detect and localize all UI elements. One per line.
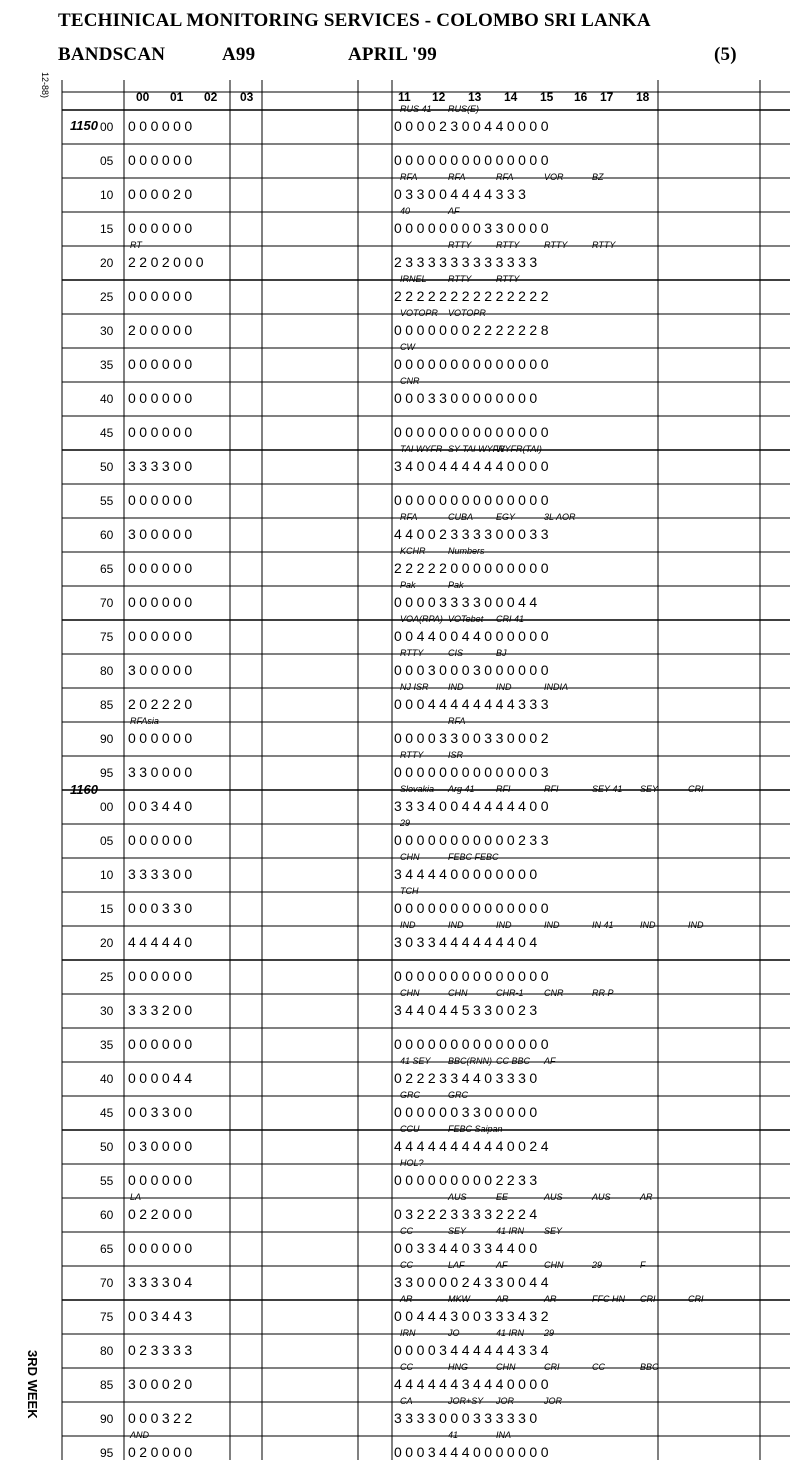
row-left-readings: 020000 [128,1444,196,1460]
station-note: SEY 41 [592,784,623,794]
row-right-readings: 44444444440024 [394,1138,553,1154]
row-right-readings: 00444300333432 [394,1308,553,1324]
station-note: GRC [448,1090,468,1100]
station-note: IND [448,682,464,692]
row-left-readings: 000000 [128,1172,196,1188]
row-right-readings: 00000000000000 [394,492,553,508]
row-right-readings: 00030003000000 [394,662,553,678]
season-code: A99 [222,44,256,65]
row-minute-label: 30 [100,324,114,338]
station-note: 41 [448,1430,459,1440]
row-minute-label: 95 [100,1446,114,1460]
station-note: AR [496,1294,509,1304]
row-minute-label: 85 [100,1378,114,1392]
row-right-readings: 2333333333333 [394,254,541,270]
row-left-readings: 000044 [128,1070,196,1086]
row-left-readings: 333200 [128,1002,196,1018]
row-left-readings: 000000 [128,594,196,610]
column-header-12: 12 [432,90,446,104]
row-left-readings: 000330 [128,900,196,916]
station-note: RTTY [496,274,520,284]
row-left-readings: 000000 [128,220,196,236]
row-minute-label: 80 [100,1344,114,1358]
station-note: 40 [400,206,411,216]
row-right-readings: 34004444440000 [394,458,553,474]
row-left-readings: 000000 [128,118,196,134]
row-right-readings: 00034440000000 [394,1444,553,1460]
row-minute-label: 55 [100,494,114,508]
row-left-readings: 300000 [128,662,196,678]
row-minute-label: 40 [100,1072,114,1086]
column-header-02: 02 [204,90,218,104]
row-left-readings: 000000 [128,288,196,304]
station-note: AF [496,1260,508,1270]
station-note: 29 [400,818,411,828]
row-minute-label: 15 [100,902,114,916]
column-header-11: 11 [398,90,411,104]
station-note: IND [544,920,560,930]
row-right-readings: 00000000000000 [394,152,553,168]
row-right-readings: 00000000000000 [394,968,553,984]
station-note: RFAsia [130,716,159,726]
station-note: BBC(RNN) [448,1056,492,1066]
station-note: Arg 41 [448,784,475,794]
row-left-readings: 330000 [128,764,196,780]
row-minute-label: 85 [100,698,114,712]
station-note: AF [448,206,460,216]
row-right-readings: 00003444444334 [394,1342,553,1358]
hour-label: 1150 [70,118,98,133]
column-header-16: 16 [574,90,588,104]
station-note: FFC HN [592,1294,625,1304]
row-right-readings: 3444400000000 [394,866,541,882]
row-right-readings: 0322233332224 [394,1206,541,1222]
row-left-readings: 000000 [128,628,196,644]
station-note: SEY [640,784,659,794]
bandscan-label: BANDSCAN [58,44,166,65]
station-note: CC [400,1260,413,1270]
station-note: IRNEL [400,274,427,284]
station-note: CW [400,342,415,352]
row-left-readings: 003440 [128,798,196,814]
station-note: SEY [448,1226,467,1236]
station-note: VOR [544,172,564,182]
station-note: 41 IRN [496,1328,525,1338]
row-minute-label: 40 [100,392,114,406]
row-left-readings: 333300 [128,866,196,882]
station-note: FEBC FEBC [448,852,499,862]
row-minute-label: 20 [100,256,114,270]
station-note: RFI [544,784,559,794]
row-left-readings: 000000 [128,1240,196,1256]
station-note: CRI [688,1294,704,1304]
row-minute-label: 75 [100,1310,114,1324]
station-note: IND [640,920,656,930]
row-left-readings: 2202000 [128,254,208,270]
row-right-readings: 22222000000000 [394,560,553,576]
row-minute-label: 65 [100,1242,114,1256]
row-right-readings: 0000003300000 [394,1104,541,1120]
station-note: VOTebet [448,614,484,624]
row-right-readings: 0033440334400 [394,1240,541,1256]
column-header-18: 18 [636,90,650,104]
station-note: RTTY [400,750,424,760]
station-note: ISR [448,750,464,760]
station-note: CHN [400,852,420,862]
station-note: RFA [448,172,466,182]
row-right-readings: 00000000000000 [394,356,553,372]
row-right-readings: 00000000000000 [394,900,553,916]
station-note: GRC [400,1090,420,1100]
station-note: CC BBC [496,1056,531,1066]
row-minute-label: 50 [100,460,114,474]
station-note: NJ ISR [400,682,429,692]
station-note: AR [544,1294,557,1304]
row-left-readings: 000000 [128,968,196,984]
row-left-readings: 000000 [128,560,196,576]
row-minute-label: 45 [100,1106,114,1120]
row-minute-label: 75 [100,630,114,644]
row-left-readings: 333304 [128,1274,196,1290]
row-right-readings: 3333000333330 [394,1410,541,1426]
row-left-readings: 202220 [128,696,196,712]
column-header-17: 17 [600,90,614,104]
station-note: CA [400,1396,413,1406]
station-note: IRN [400,1328,416,1338]
station-note: Slovakia [400,784,435,794]
row-minute-label: 45 [100,426,114,440]
station-note: JOR [496,1396,514,1406]
column-header-03: 03 [240,90,254,104]
station-note: CHN [448,988,468,998]
row-minute-label: 00 [100,800,114,814]
row-right-readings: 00000000000000 [394,424,553,440]
row-minute-label: 80 [100,664,114,678]
row-right-readings: 00044444444333 [394,696,553,712]
row-minute-label: 90 [100,1412,114,1426]
station-note: WYFR(TAI) [496,444,542,454]
station-note: AUS [544,1192,563,1202]
row-minute-label: 35 [100,358,114,372]
row-right-readings: 0000333300044 [394,594,541,610]
row-left-readings: 333300 [128,458,196,474]
row-right-readings: 00000000330000 [394,220,553,236]
station-note: RFA [496,172,514,182]
row-minute-label: 70 [100,1276,114,1290]
station-note: RFA [448,716,466,726]
column-header-00: 00 [136,90,150,104]
station-note: TAI WYFR [400,444,443,454]
station-note: BBC [640,1362,659,1372]
row-left-readings: 003443 [128,1308,196,1324]
column-header-13: 13 [468,90,482,104]
station-note: CHN [496,1362,516,1372]
row-left-readings: 300000 [128,526,196,542]
row-minute-label: 35 [100,1038,114,1052]
station-note: MKW [448,1294,470,1304]
row-right-readings: 033004444333 [394,186,530,202]
row-left-readings: 000322 [128,1410,196,1426]
row-left-readings: 000000 [128,152,196,168]
station-note: IND [448,920,464,930]
hour-label: 1160 [70,782,98,797]
row-left-readings: 000020 [128,186,196,202]
row-right-readings: 33000024330044 [394,1274,553,1290]
row-left-readings: 444440 [128,934,196,950]
station-note: LA [130,1192,142,1202]
station-note: CC [400,1226,413,1236]
station-note: IN 41 [592,920,614,930]
row-minute-label: 05 [100,154,114,168]
station-note: INDIA [544,682,569,692]
row-minute-label: 90 [100,732,114,746]
row-left-readings: 000000 [128,1036,196,1052]
row-right-readings: 44444434440000 [394,1376,553,1392]
row-minute-label: 00 [100,120,114,134]
row-left-readings: 000000 [128,424,196,440]
station-note: SY TAI WYFR [448,444,505,454]
station-note: KCHR [400,546,426,556]
station-note: RR P [592,988,614,998]
station-note: Pak [448,580,464,590]
station-note: IND [688,920,704,930]
station-note: RTTY [448,240,472,250]
station-note: CNR [544,988,564,998]
station-note: RTTY [592,240,616,250]
row-right-readings: 0003300000000 [394,390,541,406]
row-right-readings: 00003300330002 [394,730,553,746]
station-note: RTTY [448,274,472,284]
station-note: RUS 41 [400,104,432,114]
station-note: TCH [400,886,419,896]
station-note: 41 SEY [400,1056,431,1066]
period-label: APRIL '99 [348,44,437,65]
station-note: CHN [544,1260,564,1270]
station-note: HOL? [400,1158,424,1168]
row-minute-label: 65 [100,562,114,576]
row-minute-label: 25 [100,290,114,304]
row-right-readings: 0222334403330 [394,1070,541,1086]
station-note: HNG [448,1362,468,1372]
station-note: RUS(E) [448,104,479,114]
station-note: VOTOPR [400,308,438,318]
station-note: AUS [592,1192,611,1202]
station-note: CC [592,1362,605,1372]
column-header-15: 15 [540,90,554,104]
station-note: CRI [544,1362,560,1372]
row-left-readings: 022000 [128,1206,196,1222]
row-minute-label: 20 [100,936,114,950]
station-note: RT [130,240,142,250]
station-note: AF [544,1056,556,1066]
row-minute-label: 10 [100,868,114,882]
station-note: CRI [688,784,704,794]
row-right-readings: 3440445330023 [394,1002,541,1018]
row-minute-label: 55 [100,1174,114,1188]
station-note: RTTY [496,240,520,250]
row-right-readings: 00440044000000 [394,628,553,644]
row-right-readings: 0000000002233 [394,1172,541,1188]
station-note: 41 IRN [496,1226,525,1236]
row-left-readings: 000000 [128,730,196,746]
station-note: INA [496,1430,512,1440]
row-left-readings: 023333 [128,1342,196,1358]
station-note: CNR [400,376,420,386]
station-note: 29 [544,1328,555,1338]
station-note: AR [400,1294,413,1304]
station-note: CHR-1 [496,988,524,998]
station-note: RFA [400,512,418,522]
station-note: RTTY [400,648,424,658]
row-right-readings: 00000002222228 [394,322,553,338]
row-right-readings: 00000000000003 [394,764,553,780]
row-left-readings: 000000 [128,390,196,406]
station-note: VOA(RPA) [400,614,443,624]
row-left-readings: 003300 [128,1104,196,1120]
row-minute-label: 25 [100,970,114,984]
row-left-readings: 200000 [128,322,196,338]
row-right-readings: 00002300440000 [394,118,553,134]
row-minute-label: 60 [100,1208,114,1222]
station-note: LAF [448,1260,465,1270]
station-note: BZ [592,172,604,182]
station-note: JO [448,1328,460,1338]
station-note: Pak [400,580,416,590]
station-note: 3L AOR [544,512,576,522]
station-note: CCU [400,1124,420,1134]
station-note: FEBC Saipan [448,1124,503,1134]
column-header-14: 14 [504,90,518,104]
station-note: BJ [496,648,507,658]
row-right-readings: 00000000000000 [394,1036,553,1052]
station-note: VOTOPR [448,308,486,318]
station-note: JOR+SY [448,1396,484,1406]
row-left-readings: 030000 [128,1138,196,1154]
row-minute-label: 70 [100,596,114,610]
station-note: CRI [640,1294,656,1304]
station-note: AUS [448,1192,467,1202]
row-minute-label: 30 [100,1004,114,1018]
row-left-readings: 000000 [128,492,196,508]
row-minute-label: 95 [100,766,114,780]
station-note: Numbers [448,546,485,556]
station-note: JOR [544,1396,562,1406]
station-note: SEY [544,1226,563,1236]
row-right-readings: 33340044444400 [394,798,553,814]
form-code: 12-88) [40,72,50,99]
station-note: F [640,1260,646,1270]
station-note: RTTY [544,240,568,250]
row-minute-label: 15 [100,222,114,236]
page-number: (5) [714,44,737,65]
station-note: EGY [496,512,516,522]
station-note: IND [496,682,512,692]
station-note: RFA [400,172,418,182]
row-minute-label: 60 [100,528,114,542]
station-note: CIS [448,648,464,658]
row-left-readings: 300020 [128,1376,196,1392]
page-title: TECHINICAL MONITORING SERVICES - COLOMBO SRI LANKA [58,10,651,31]
station-note: IND [496,920,512,930]
column-header-01: 01 [170,90,184,104]
week-label: 3RD WEEK [25,1350,40,1419]
row-minute-label: 05 [100,834,114,848]
row-minute-label: 50 [100,1140,114,1154]
station-note: AR [640,1192,653,1202]
station-note: CRI 41 [496,614,525,624]
row-right-readings: 00000000000233 [394,832,553,848]
station-note: CHN [400,988,420,998]
station-note: CC [400,1362,413,1372]
station-note: EE [496,1192,509,1202]
row-right-readings: 3033444444404 [394,934,541,950]
station-note: IND [400,920,416,930]
row-left-readings: 000000 [128,356,196,372]
row-right-readings: 22222222222222 [394,288,553,304]
station-note: CUBA [448,512,474,522]
row-left-readings: 000000 [128,832,196,848]
station-note: 29 [592,1260,603,1270]
row-right-readings: 44002333300033 [394,526,553,542]
row-minute-label: 10 [100,188,114,202]
station-note: RFI [496,784,511,794]
station-note: AND [130,1430,150,1440]
